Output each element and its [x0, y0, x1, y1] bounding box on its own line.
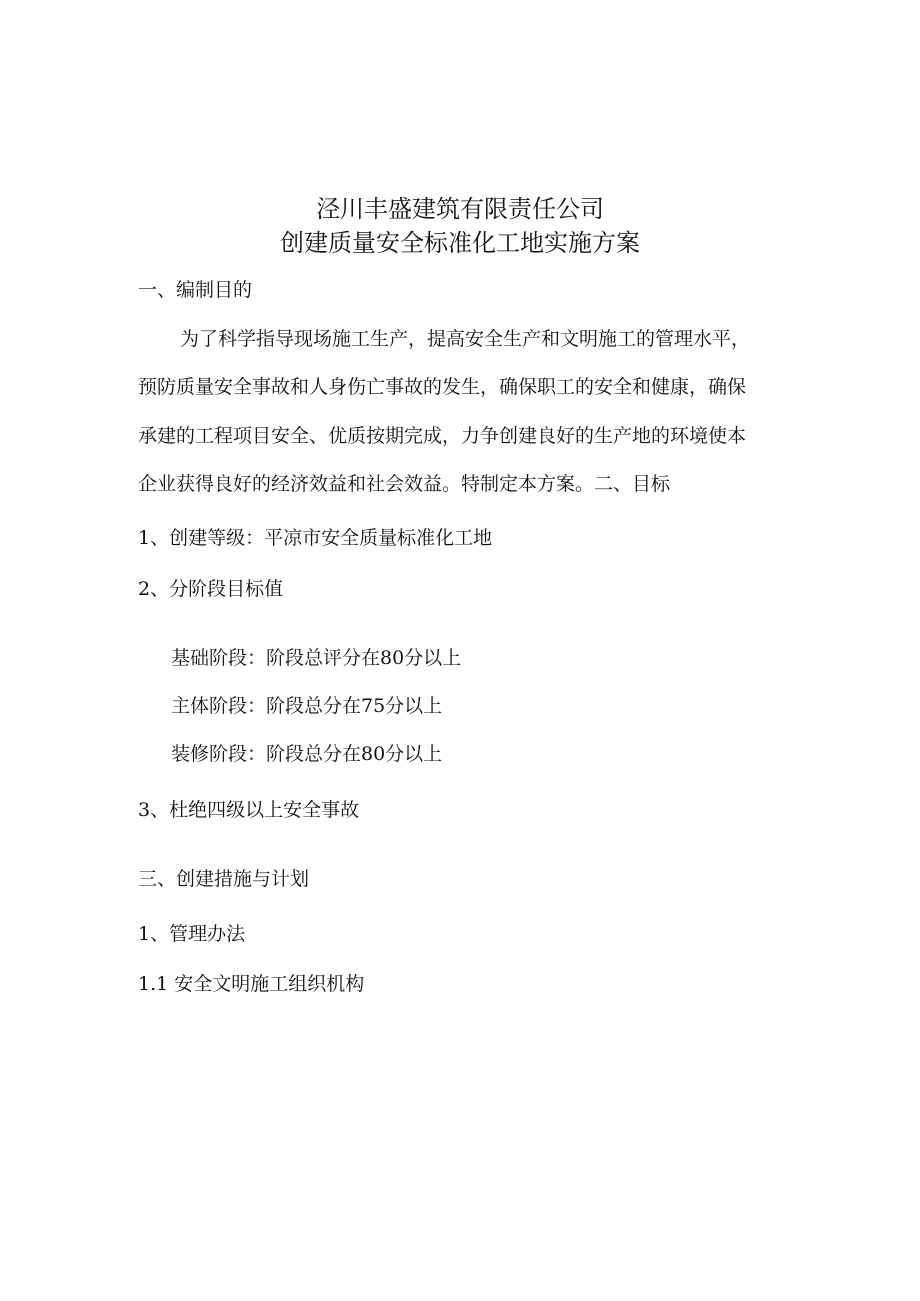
stage-target-foundation: 基础阶段：阶段总评分在80分以上 — [171, 647, 462, 669]
paragraph-line: 预防质量安全事故和人身伤亡事故的发生，确保职工的安全和健康，确保 — [138, 376, 747, 398]
stage-target-decoration: 装修阶段：阶段总分在80分以上 — [171, 743, 443, 765]
goal-level: 1、创建等级：平凉市安全质量标准化工地 — [138, 527, 493, 549]
item-management: 1、管理办法 — [138, 923, 246, 945]
paragraph-line: 企业获得良好的经济效益和社会效益。特制定本方案。二、目标 — [138, 473, 671, 495]
paragraph-line: 为了科学指导现场施工生产，提高安全生产和文明施工的管理水平， — [180, 328, 751, 350]
item-organization: 1.1 安全文明施工组织机构 — [138, 973, 365, 995]
company-title: 泾川丰盛建筑有限责任公司 — [316, 195, 604, 223]
plan-title: 创建质量安全标准化工地实施方案 — [280, 229, 640, 257]
paragraph-line: 承建的工程项目安全、优质按期完成，力争创建良好的生产地的环境使本 — [138, 425, 747, 447]
goal-no-accidents: 3、杜绝四级以上安全事故 — [138, 799, 360, 821]
stage-target-structure: 主体阶段：阶段总分在75分以上 — [171, 695, 443, 717]
goal-stage-heading: 2、分阶段目标值 — [138, 578, 284, 600]
section-heading-purpose: 一、编制目的 — [138, 279, 253, 301]
section-heading-measures: 三、创建措施与计划 — [138, 868, 310, 890]
